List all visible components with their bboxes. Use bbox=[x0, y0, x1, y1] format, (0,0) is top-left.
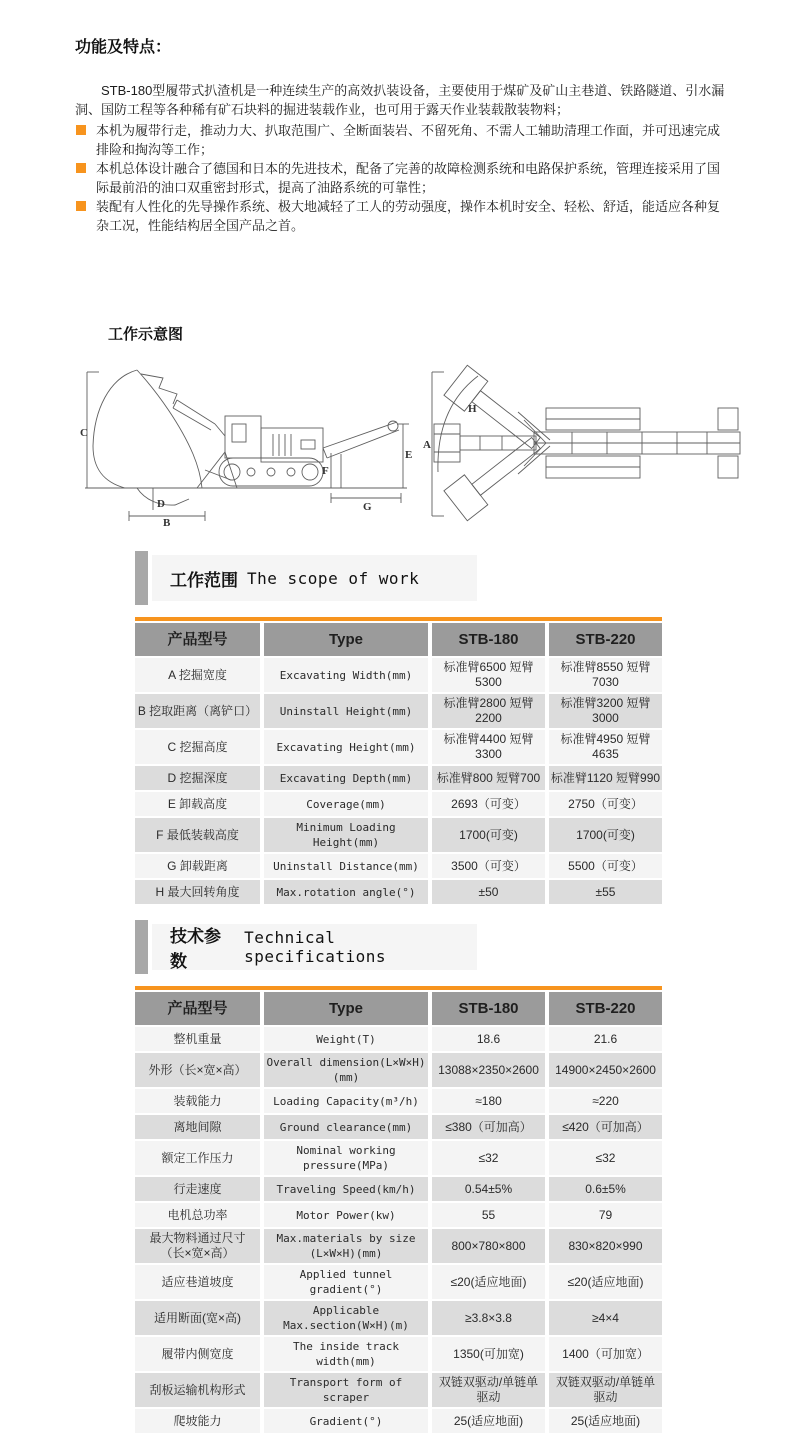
value-stb180: 标准臂4400 短臂3300 bbox=[432, 730, 545, 764]
value-stb220: 标准臂1120 短臂990 bbox=[549, 766, 662, 790]
section-title-en: Technical specifications bbox=[244, 928, 386, 966]
value-stb220: 0.6±5% bbox=[549, 1177, 662, 1201]
value-stb220: ≤420（可加高） bbox=[549, 1115, 662, 1139]
dimension-label-F: F bbox=[322, 464, 329, 477]
value-stb180: 标准臂800 短臂700 bbox=[432, 766, 545, 790]
row-parameter-en: Weight(T) bbox=[264, 1027, 428, 1051]
row-parameter-zh: 最大物料通过尺寸 （长×宽×高） bbox=[135, 1229, 260, 1263]
table-top-accent bbox=[135, 986, 662, 990]
value-stb220: 双链双驱动/单链单驱动 bbox=[549, 1373, 662, 1407]
features-section bbox=[75, 34, 728, 235]
value-stb180: 标准臂6500 短臂5300 bbox=[432, 658, 545, 692]
row-parameter-en: Motor Power(kw) bbox=[264, 1203, 428, 1227]
side-view-machine-diagram bbox=[79, 358, 414, 528]
row-parameter-zh: H 最大回转角度 bbox=[135, 880, 260, 904]
row-parameter-zh: 履带内侧宽度 bbox=[135, 1337, 260, 1371]
row-parameter-en: Excavating Width(mm) bbox=[264, 658, 428, 692]
column-header: Type bbox=[264, 992, 428, 1025]
value-stb180: 1350(可加宽) bbox=[432, 1337, 545, 1371]
row-parameter-en: Loading Capacity(m³/h) bbox=[264, 1089, 428, 1113]
value-stb180: ≤32 bbox=[432, 1141, 545, 1175]
value-stb220: ≤20(适应地面) bbox=[549, 1265, 662, 1299]
row-parameter-en: Coverage(mm) bbox=[264, 792, 428, 816]
value-stb180: ±50 bbox=[432, 880, 545, 904]
scope-of-work-section bbox=[135, 551, 662, 904]
value-stb220: ≤32 bbox=[549, 1141, 662, 1175]
row-parameter-en: The inside track width(mm) bbox=[264, 1337, 428, 1371]
row-parameter-en: Gradient(°) bbox=[264, 1409, 428, 1433]
top-view-machine-diagram bbox=[422, 350, 744, 535]
row-parameter-en: Nominal working pressure(MPa) bbox=[264, 1141, 428, 1175]
dimension-label-C: C bbox=[80, 426, 88, 439]
dimension-label-G: G bbox=[363, 500, 372, 513]
value-stb220: 5500（可变） bbox=[549, 854, 662, 878]
features-title: 功能及特点： bbox=[75, 39, 172, 56]
value-stb180: ≥3.8×3.8 bbox=[432, 1301, 545, 1335]
technical-specs-section bbox=[135, 920, 662, 1433]
row-parameter-en: Applicable Max.section(W×H)(m) bbox=[264, 1301, 428, 1335]
value-stb180: 18.6 bbox=[432, 1027, 545, 1051]
section-title bbox=[152, 555, 477, 601]
column-header: STB-180 bbox=[432, 623, 545, 656]
spec-table bbox=[135, 992, 662, 1433]
row-parameter-en: Minimum Loading Height(mm) bbox=[264, 818, 428, 852]
table-top-accent bbox=[135, 617, 662, 621]
row-parameter-zh: D 挖掘深度 bbox=[135, 766, 260, 790]
value-stb180: 25(适应地面) bbox=[432, 1409, 545, 1433]
row-parameter-en: Uninstall Distance(mm) bbox=[264, 854, 428, 878]
section-title-en: The scope of work bbox=[247, 568, 420, 588]
dimension-label-E: E bbox=[405, 448, 413, 461]
value-stb180: ≈180 bbox=[432, 1089, 545, 1113]
row-parameter-zh: 适用断面(宽×高) bbox=[135, 1301, 260, 1335]
feature-bullet bbox=[75, 159, 728, 197]
dimension-label-A: A bbox=[423, 439, 431, 451]
row-parameter-en: Overall dimension(L×W×H)(mm) bbox=[264, 1053, 428, 1087]
row-parameter-zh: E 卸载高度 bbox=[135, 792, 260, 816]
value-stb180: ≤20(适应地面) bbox=[432, 1265, 545, 1299]
section-title-zh: 技术参数 bbox=[170, 927, 221, 971]
column-header: STB-220 bbox=[549, 623, 662, 656]
work-schematic-section bbox=[75, 323, 728, 535]
row-parameter-zh: G 卸载距离 bbox=[135, 854, 260, 878]
value-stb180: 800×780×800 bbox=[432, 1229, 545, 1263]
row-parameter-zh: 离地间隙 bbox=[135, 1115, 260, 1139]
section-title bbox=[152, 924, 477, 970]
value-stb180: 0.54±5% bbox=[432, 1177, 545, 1201]
value-stb220: 标准臂8550 短臂7030 bbox=[549, 658, 662, 692]
column-header: STB-220 bbox=[549, 992, 662, 1025]
row-parameter-zh: 整机重量 bbox=[135, 1027, 260, 1051]
row-parameter-zh: 外形（长×宽×高） bbox=[135, 1053, 260, 1087]
value-stb180: ≤380（可加高） bbox=[432, 1115, 545, 1139]
row-parameter-zh: F 最低装载高度 bbox=[135, 818, 260, 852]
value-stb220: 1400（可加宽） bbox=[549, 1337, 662, 1371]
section-header bbox=[135, 551, 662, 609]
feature-bullet-list bbox=[75, 121, 728, 235]
value-stb220: ≈220 bbox=[549, 1089, 662, 1113]
section-title-zh: 工作范围 bbox=[170, 570, 238, 590]
row-parameter-zh: 爬坡能力 bbox=[135, 1409, 260, 1433]
column-header: Type bbox=[264, 623, 428, 656]
row-parameter-zh: C 挖掘高度 bbox=[135, 730, 260, 764]
row-parameter-zh: 额定工作压力 bbox=[135, 1141, 260, 1175]
row-parameter-zh: 装载能力 bbox=[135, 1089, 260, 1113]
row-parameter-zh: 行走速度 bbox=[135, 1177, 260, 1201]
orange-square-bullet-icon bbox=[76, 125, 86, 135]
row-parameter-zh: 刮板运输机构形式 bbox=[135, 1373, 260, 1407]
value-stb220: 25(适应地面) bbox=[549, 1409, 662, 1433]
column-header: 产品型号 bbox=[135, 992, 260, 1025]
value-stb180: 标准臂2800 短臂2200 bbox=[432, 694, 545, 728]
value-stb220: 1700(可变) bbox=[549, 818, 662, 852]
feature-bullet-text: 本机为履带行走，推动力大、扒取范围广、全断面装岩、不留死角、不需人工辅助清理工作面，并可迅速完成排险和掏沟等工作； bbox=[96, 123, 721, 157]
value-stb220: 标准臂4950 短臂4635 bbox=[549, 730, 662, 764]
feature-bullet-text: 装配有人性化的先导操作系统、极大地减轻了工人的劳动强度，操作本机时安全、轻松、舒适，能适应各种复杂工况，性能结构居全国产品之首。 bbox=[96, 199, 721, 233]
value-stb180: 1700(可变) bbox=[432, 818, 545, 852]
orange-square-bullet-icon bbox=[76, 201, 86, 211]
section-accent-bar bbox=[135, 920, 148, 974]
feature-bullet-text: 本机总体设计融合了德国和日本的先进技术，配备了完善的故障检测系统和电路保护系统，管理连接采用了国际最前沿的油口双重密封形式，提高了油路系统的可靠性； bbox=[96, 161, 721, 195]
section-accent-bar bbox=[135, 551, 148, 605]
value-stb180: 3500（可变） bbox=[432, 854, 545, 878]
value-stb220: ≥4×4 bbox=[549, 1301, 662, 1335]
dimension-label-B: B bbox=[163, 516, 171, 529]
column-header: 产品型号 bbox=[135, 623, 260, 656]
row-parameter-zh: A 挖掘宽度 bbox=[135, 658, 260, 692]
row-parameter-en: Excavating Height(mm) bbox=[264, 730, 428, 764]
row-parameter-en: Applied tunnel gradient(°) bbox=[264, 1265, 428, 1299]
row-parameter-en: Uninstall Height(mm) bbox=[264, 694, 428, 728]
value-stb220: 830×820×990 bbox=[549, 1229, 662, 1263]
orange-square-bullet-icon bbox=[76, 163, 86, 173]
value-stb220: 21.6 bbox=[549, 1027, 662, 1051]
value-stb220: 79 bbox=[549, 1203, 662, 1227]
feature-bullet bbox=[75, 121, 728, 159]
diagram-title: 工作示意图 bbox=[108, 326, 184, 343]
value-stb220: 14900×2450×2600 bbox=[549, 1053, 662, 1087]
intro-paragraph: STB-180型履带式扒渣机是一种连续生产的高效扒装设备，主要使用于煤矿及矿山主巷道、铁路隧道、引水漏洞、国防工程等各种稀有矿石块料的掘进装载作业，也可用于露天作业装载散装物料； bbox=[75, 83, 725, 117]
row-parameter-zh: 电机总功率 bbox=[135, 1203, 260, 1227]
row-parameter-en: Max.rotation angle(°) bbox=[264, 880, 428, 904]
value-stb220: 2750（可变） bbox=[549, 792, 662, 816]
row-parameter-zh: B 挖取距离（离铲口） bbox=[135, 694, 260, 728]
value-stb180: 2693（可变） bbox=[432, 792, 545, 816]
dimension-label-D: D bbox=[157, 497, 165, 510]
row-parameter-en: Traveling Speed(km/h) bbox=[264, 1177, 428, 1201]
value-stb180: 55 bbox=[432, 1203, 545, 1227]
section-header bbox=[135, 920, 662, 978]
value-stb220: ±55 bbox=[549, 880, 662, 904]
dimension-label-H: H bbox=[468, 403, 477, 415]
value-stb220: 标准臂3200 短臂3000 bbox=[549, 694, 662, 728]
diagram-row bbox=[79, 350, 728, 535]
scope-table bbox=[135, 623, 662, 904]
row-parameter-zh: 适应巷道坡度 bbox=[135, 1265, 260, 1299]
row-parameter-en: Transport form of scraper bbox=[264, 1373, 428, 1407]
row-parameter-en: Excavating Depth(mm) bbox=[264, 766, 428, 790]
row-parameter-en: Max.materials by size (L×W×H)(mm) bbox=[264, 1229, 428, 1263]
row-parameter-en: Ground clearance(mm) bbox=[264, 1115, 428, 1139]
column-header: STB-180 bbox=[432, 992, 545, 1025]
value-stb180: 13088×2350×2600 bbox=[432, 1053, 545, 1087]
value-stb180: 双链双驱动/单链单驱动 bbox=[432, 1373, 545, 1407]
feature-bullet bbox=[75, 197, 728, 235]
